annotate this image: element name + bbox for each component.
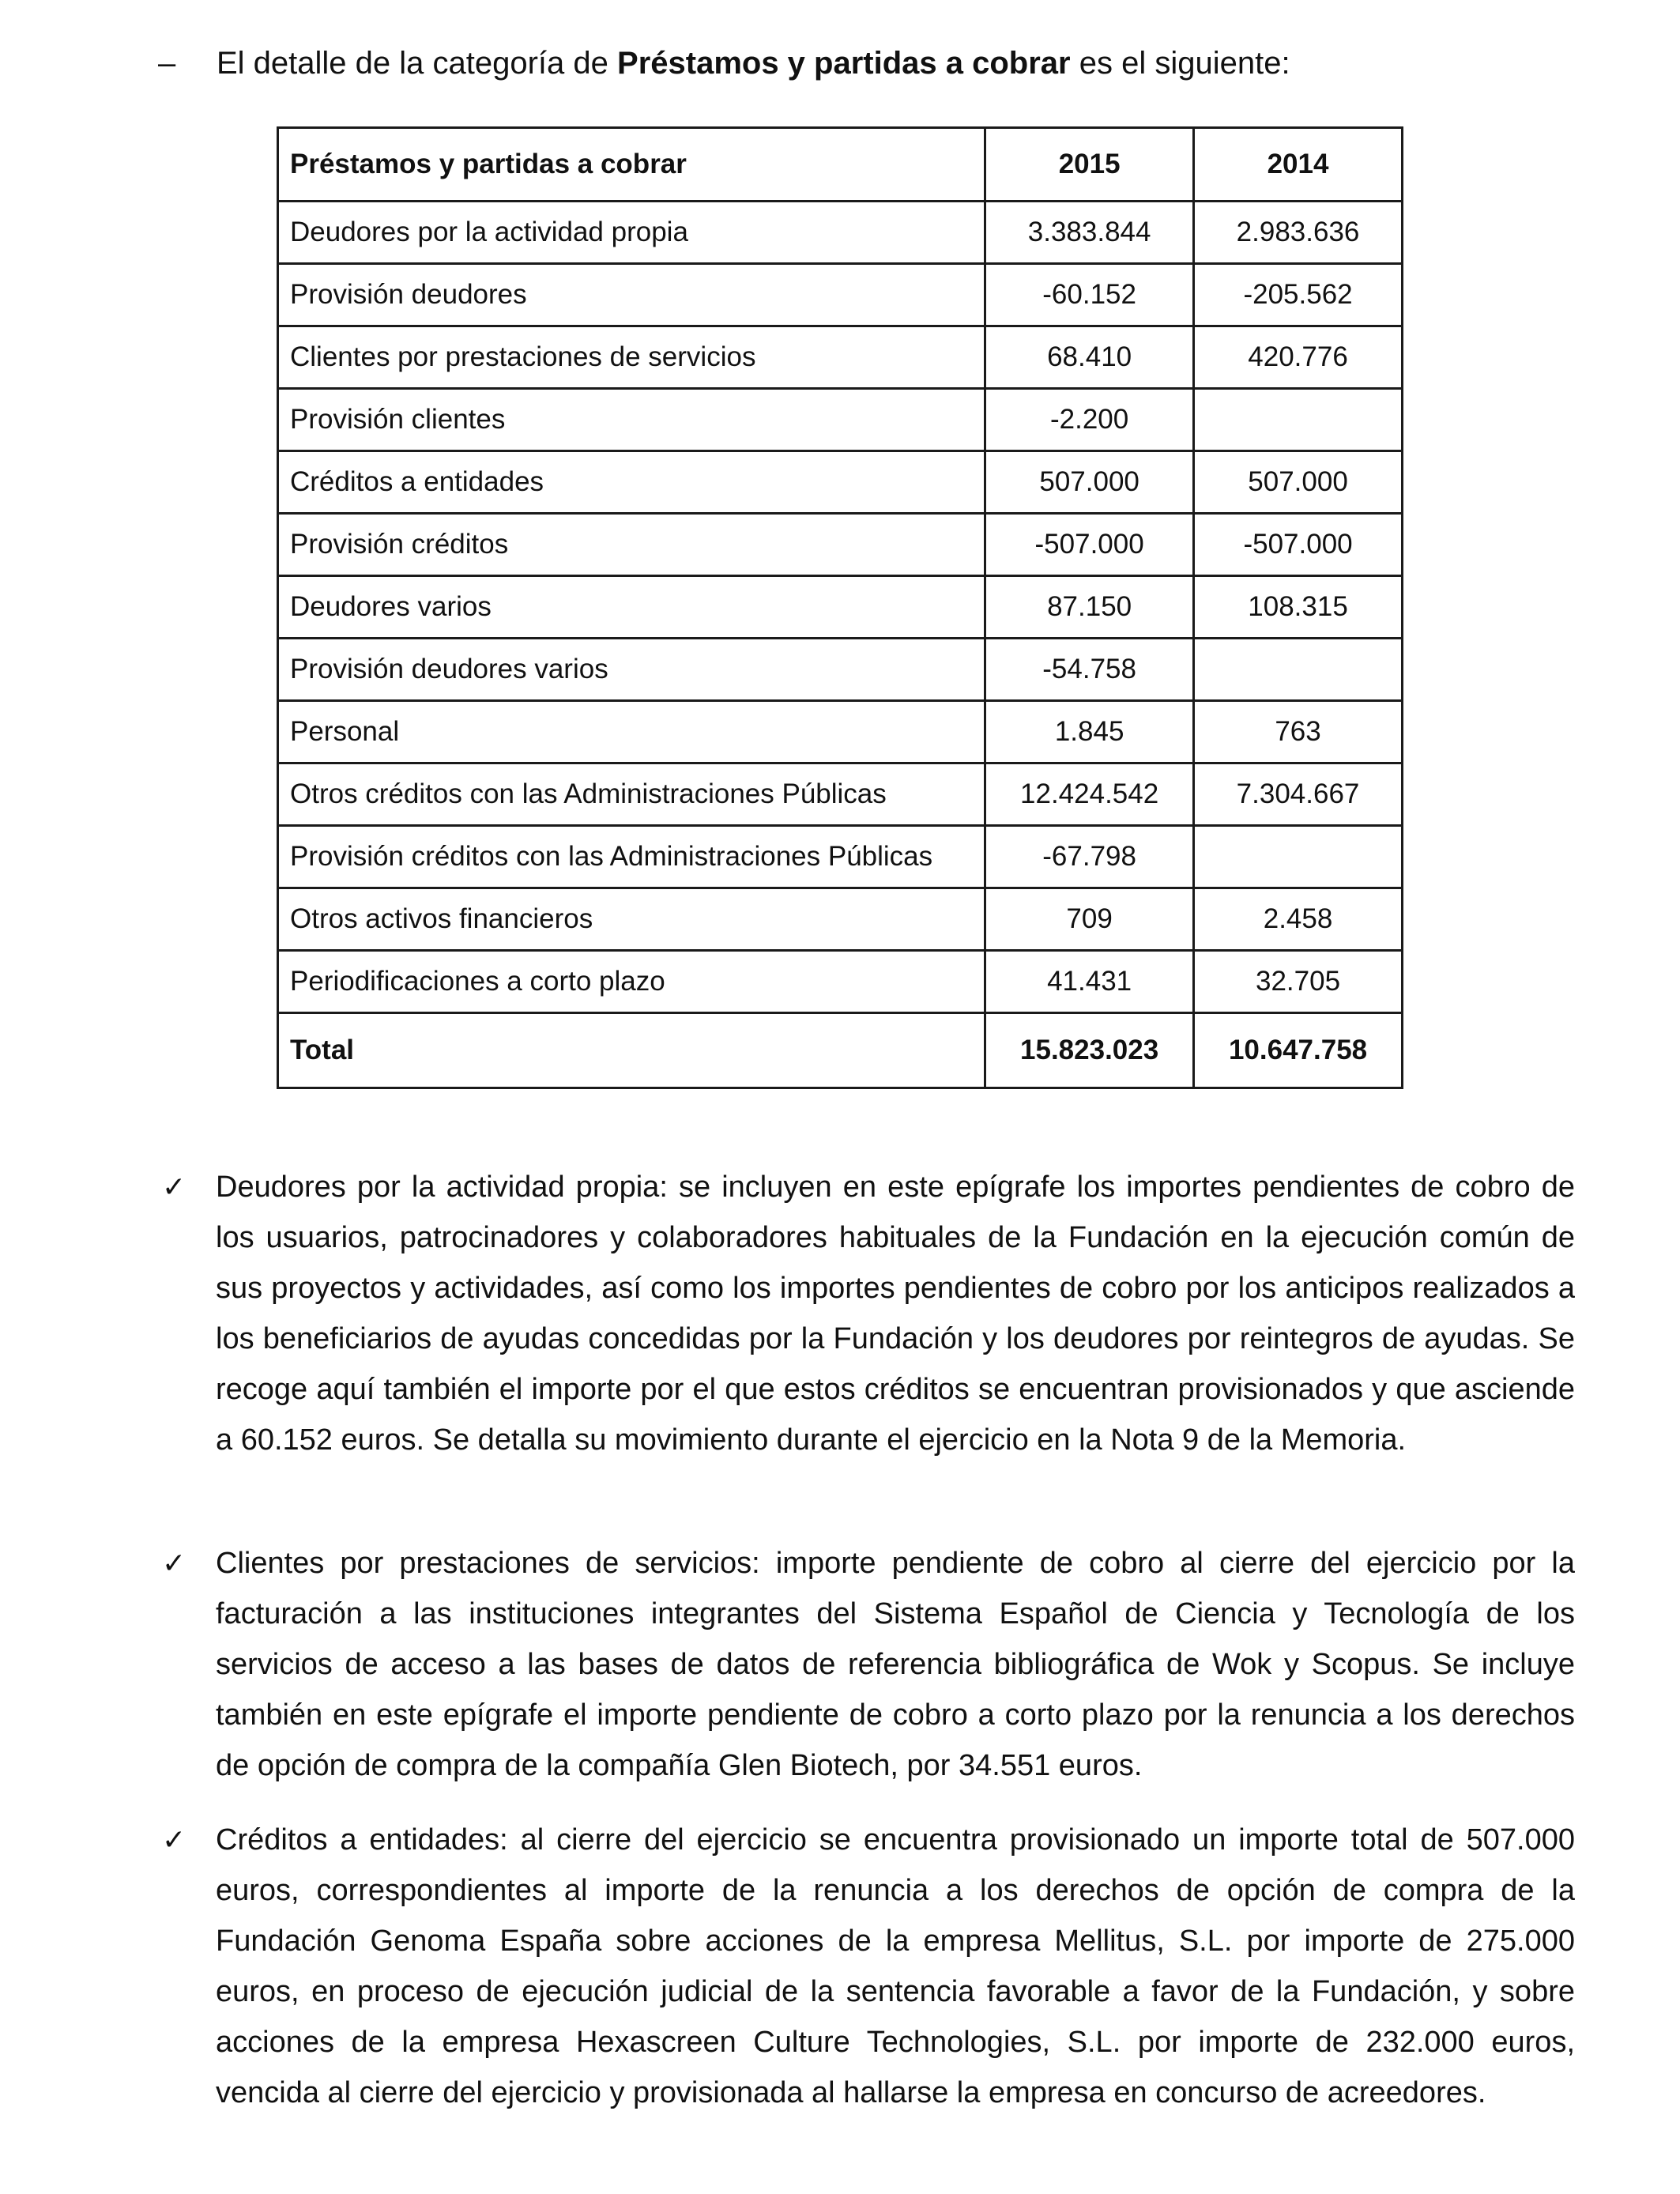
table-row [278,514,1403,576]
row-value-2014: -507.000 [1194,514,1403,576]
row-value-2014: 507.000 [1194,451,1403,514]
table-row [278,202,1403,264]
total-label: Total [278,1013,985,1088]
row-value-2014 [1194,639,1403,701]
row-concept: Provisión clientes [278,389,985,451]
bullet-text: Clientes por prestaciones de servicios: importe pendiente de cobro al cierre del ejercicio por la facturación a las instituciones integrantes del Sistema Español de Ciencia y Tecnología de los servicios de acceso a las bases de datos de referencia bibliográfica de Wok y Scopus. Se incluye también en este epígrafe el importe pendiente de cobro a corto plazo por la renuncia a los derechos de opción de compra de la compañía Glen Biotech, por 34.551 euros. [216,1547,1575,1782]
row-value-2015: -507.000 [985,514,1194,576]
row-concept: Provisión deudores varios [278,639,985,701]
table-row [278,701,1403,763]
table-header-row [278,128,1403,202]
row-value-2015: 41.431 [985,951,1194,1013]
table-row [278,763,1403,826]
intro-text-bold: Préstamos y partidas a cobrar [617,46,1071,81]
row-value-2014 [1194,826,1403,888]
table-total-row [278,1013,1403,1088]
row-value-2015: 709 [985,888,1194,951]
row-concept: Provisión créditos [278,514,985,576]
row-value-2015: -54.758 [985,639,1194,701]
loans-receivables-table [277,126,1403,1089]
table-row [278,451,1403,514]
row-value-2014: 2.458 [1194,888,1403,951]
row-concept: Otros activos financieros [278,888,985,951]
header-concept: Préstamos y partidas a cobrar [278,128,985,202]
row-value-2014: 420.776 [1194,326,1403,389]
row-value-2015: 3.383.844 [985,202,1194,264]
row-value-2015: 1.845 [985,701,1194,763]
row-value-2015: 507.000 [985,451,1194,514]
bullet-text: Créditos a entidades: al cierre del ejercicio se encuentra provisionado un importe total de 507.000 euros, correspondientes al importe de la renuncia a los derechos de opción de compra de la Fundación Genoma España sobre acciones de la empresa Mellitus, S.L. por importe de 275.000 euros, en proceso de ejecución judicial de la sentencia favorable a favor de la Fundación, y sobre acciones de la empresa Hexascreen Culture Technologies, S.L. por importe de 232.000 euros, vencida al cierre del ejercicio y provisionada al hallarse la empresa en concurso de acreedores. [216,1823,1575,2109]
total-value-2015: 15.823.023 [985,1013,1194,1088]
row-concept: Otros créditos con las Administraciones Públicas [278,763,985,826]
header-year-2014: 2014 [1194,128,1403,202]
intro-text-after: es el siguiente: [1070,46,1290,81]
row-concept: Deudores varios [278,576,985,639]
table-row [278,389,1403,451]
table-row [278,326,1403,389]
row-value-2014: 108.315 [1194,576,1403,639]
row-value-2014 [1194,389,1403,451]
row-concept: Periodificaciones a corto plazo [278,951,985,1013]
checkmark-icon: ✓ [162,1171,186,1203]
row-concept: Provisión deudores [278,264,985,326]
row-value-2014: 32.705 [1194,951,1403,1013]
row-concept: Personal [278,701,985,763]
row-concept: Deudores por la actividad propia [278,202,985,264]
row-value-2014: -205.562 [1194,264,1403,326]
checkmark-icon: ✓ [162,1823,186,1856]
table-row [278,888,1403,951]
bullet-text: Deudores por la actividad propia: se incluyen en este epígrafe los importes pendientes de cobro de los usuarios, patrocinadores y colaboradores habituales de la Fundación en la ejecución común de sus proyectos y actividades, así como los importes pendientes de cobro por los anticipos realizados a los beneficiarios de ayudas concedidas por la Fundación y los deudores por reintegros de ayudas. Se recoge aquí también el importe por el que estos créditos se encuentran provisionados y que asciende a 60.152 euros. Se detalla su movimiento durante el ejercicio en la Nota 9 de la Memoria. [216,1171,1575,1457]
row-value-2014: 7.304.667 [1194,763,1403,826]
table-row [278,951,1403,1013]
table-row [278,826,1403,888]
checkmark-icon: ✓ [162,1547,186,1579]
intro-text-before: El detalle de la categoría de [217,46,618,81]
row-value-2015: 68.410 [985,326,1194,389]
row-concept: Provisión créditos con las Administraciones Públicas [278,826,985,888]
table-row [278,639,1403,701]
dash-marker: – [158,46,176,81]
row-value-2015: -60.152 [985,264,1194,326]
table-row [278,264,1403,326]
row-value-2015: 12.424.542 [985,763,1194,826]
row-value-2015: -2.200 [985,389,1194,451]
intro-text [217,41,1290,85]
row-value-2014: 2.983.636 [1194,202,1403,264]
row-value-2015: -67.798 [985,826,1194,888]
total-value-2014: 10.647.758 [1194,1013,1403,1088]
table-row [278,576,1403,639]
row-value-2014: 763 [1194,701,1403,763]
header-year-2015: 2015 [985,128,1194,202]
row-concept: Créditos a entidades [278,451,985,514]
row-concept: Clientes por prestaciones de servicios [278,326,985,389]
row-value-2015: 87.150 [985,576,1194,639]
